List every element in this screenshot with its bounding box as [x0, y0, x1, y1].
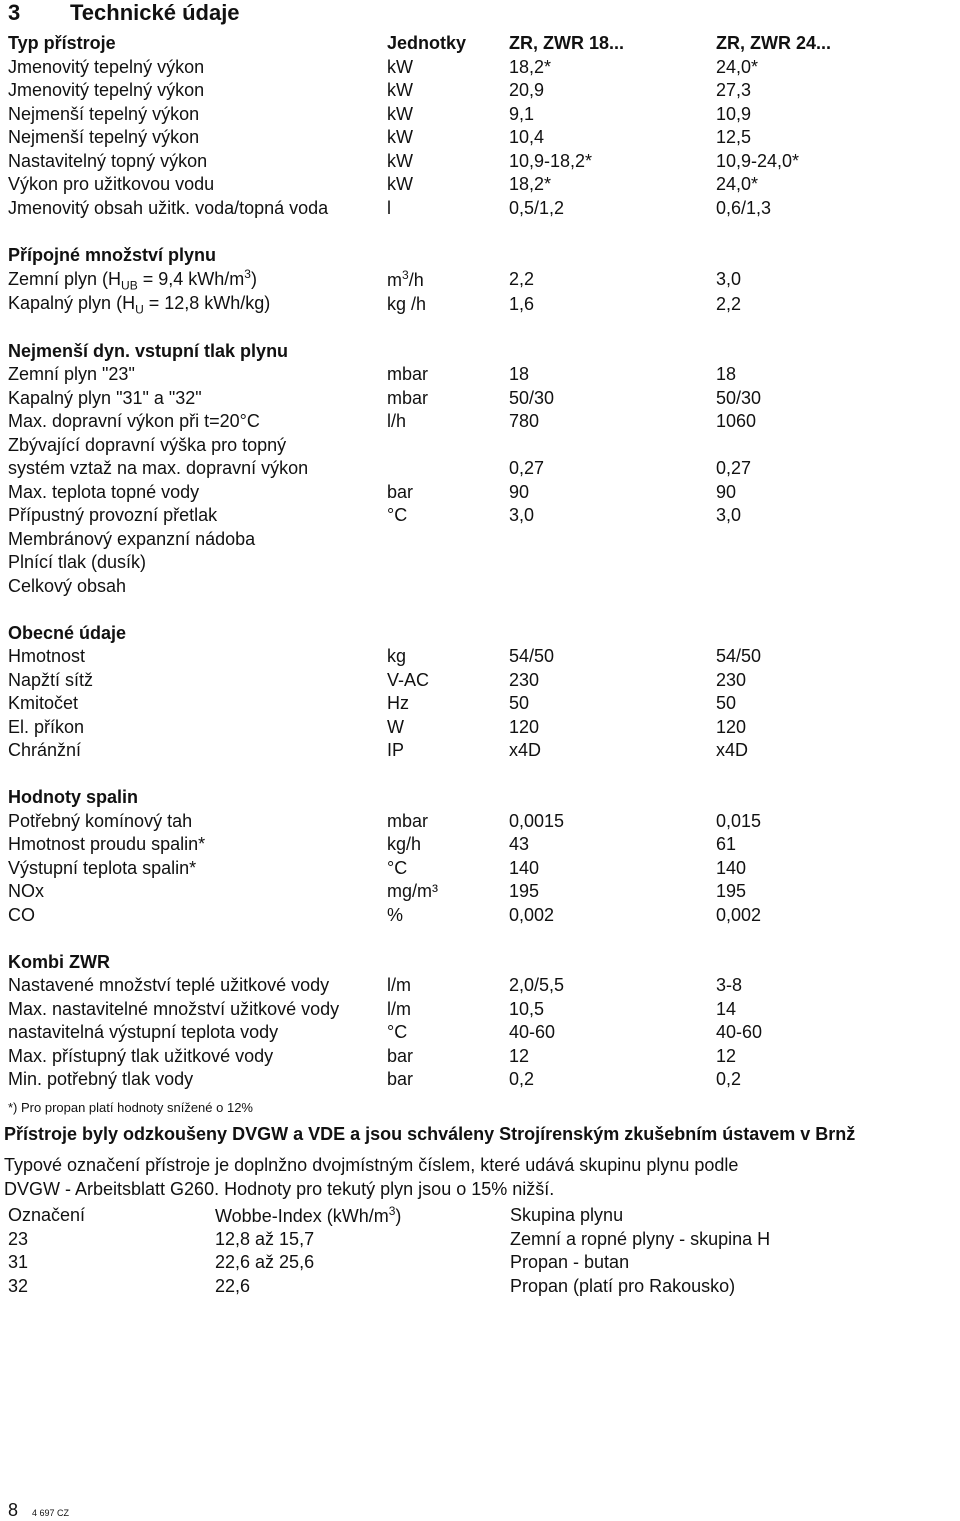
row-value-24: 140: [716, 857, 747, 878]
row-value-24: 24,0*: [716, 56, 759, 77]
flue-heading: [8, 786, 916, 810]
row-label: systém vztaž na max. dopravní výkon: [8, 458, 309, 479]
row-label: Potřebný komínový tah: [8, 810, 193, 831]
row-unit: kW: [387, 127, 413, 148]
row-label: Min. potřebný tlak vody: [8, 1069, 194, 1090]
row-value-24: [716, 575, 916, 599]
table-row: [8, 739, 916, 763]
row-unit: kW: [387, 150, 413, 171]
row-unit: °C: [387, 505, 408, 526]
row-label: Jmenovitý tepelný výkon: [8, 80, 205, 101]
row-value-18: 0,002: [509, 904, 555, 925]
row-value-24: x4D: [716, 740, 749, 761]
row-label: Hmotnost proudu spalin*: [8, 834, 206, 855]
row-label: Zemní plyn "23": [8, 364, 135, 385]
row-label: Max. dopravní výkon při t=20°C: [8, 411, 260, 432]
row-unit: l/h: [387, 411, 407, 432]
row-value-18: [509, 575, 716, 599]
table-row: [8, 998, 916, 1022]
table-row: [8, 645, 916, 669]
row-value-18: 50: [509, 693, 530, 714]
combi-heading-text: Kombi ZWR: [8, 951, 110, 972]
table-row: [8, 904, 916, 928]
section-flue: [8, 786, 916, 927]
table-row: [8, 79, 916, 103]
gas-group: Zemní a ropné plyny - skupina H: [510, 1228, 771, 1249]
row-value-18: 12: [509, 1045, 530, 1066]
gas-header-group: Skupina plynu: [510, 1205, 624, 1226]
row-label: Jmenovitý obsah užitk. voda/topná voda: [8, 197, 329, 218]
row-unit: %: [387, 904, 404, 925]
row-unit: bar: [387, 1045, 414, 1066]
row-unit: Hz: [387, 693, 409, 714]
gas-wobbe-index: 22,6 až 25,6: [215, 1252, 315, 1273]
row-unit: kW: [387, 174, 413, 195]
row-unit: IP: [387, 740, 405, 761]
row-value-18: 10,9-18,2*: [509, 150, 593, 171]
row-label: Celkový obsah: [8, 575, 127, 596]
table-row: [8, 410, 916, 434]
row-value-24: 0,6/1,3: [716, 197, 772, 218]
row-value-18: [509, 528, 716, 552]
row-label: Zbývající dopravní výška pro topný: [8, 434, 287, 455]
row-label: Nastavitelný topný výkon: [8, 150, 208, 171]
row-value-24: 24,0*: [716, 174, 759, 195]
row-value-18: 0,27: [509, 458, 545, 479]
row-label: Výstupní teplota spalin*: [8, 857, 197, 878]
row-value-18: 40-60: [509, 1022, 556, 1043]
row-label: Kmitočet: [8, 693, 79, 714]
table-row: [8, 363, 916, 387]
table-row: [8, 833, 916, 857]
gas-designation: 31: [8, 1252, 29, 1273]
row-label: Kapalný plyn "31" a "32": [8, 387, 202, 408]
row-value-18: 195: [509, 881, 540, 902]
gas-group-table: [8, 1204, 950, 1298]
row-label: El. příkon: [8, 716, 85, 737]
table-row: [8, 387, 916, 411]
gas-group: Propan - butan: [510, 1252, 630, 1273]
table-row: [8, 880, 916, 904]
row-value-18: 54/50: [509, 646, 555, 667]
row-label: Jmenovitý tepelný výkon: [8, 56, 205, 77]
row-value-18: 0,5/1,2: [509, 197, 565, 218]
gas-flow-heading: Přípojné množství plynu: [8, 244, 217, 265]
row-unit: [387, 528, 509, 552]
row-value-18: 140: [509, 857, 540, 878]
row-value-24: 0,015: [716, 810, 762, 831]
natural-gas-unit: $m^3/h$: [387, 268, 424, 291]
pressure-heading-text: Nejmenší dyn. vstupní tlak plynu: [8, 340, 289, 361]
row-value-24: 120: [716, 716, 747, 737]
table-row: [8, 103, 916, 127]
gas-wobbe-index: 22,6: [215, 1275, 251, 1296]
row-unit: mbar: [387, 387, 429, 408]
row-unit: °C: [387, 1022, 408, 1043]
table-row: [8, 974, 916, 998]
row-value-18: 20,9: [509, 80, 545, 101]
row-value-18: 50/30: [509, 387, 555, 408]
row-label: Nejmenší tepelný výkon: [8, 103, 200, 124]
spec-table: [8, 32, 916, 1092]
row-value-18: 43: [509, 834, 530, 855]
gas-table-header: [8, 1204, 950, 1228]
liquid-gas-v2: 2,2: [716, 293, 742, 314]
row-value-18: 18,2*: [509, 174, 552, 195]
flue-heading-text: Hodnoty spalin: [8, 787, 138, 808]
type-designation-note: [4, 1154, 904, 1201]
row-value-24: [716, 434, 916, 458]
row-unit: kW: [387, 103, 413, 124]
row-unit: kg/h: [387, 834, 422, 855]
row-value-24: 90: [716, 481, 737, 502]
footnote: *) Pro propan platí hodnoty snížené o 12%: [8, 1100, 253, 1115]
rows-output: [8, 56, 916, 221]
row-label: Chránžní: [8, 740, 82, 761]
table-row: [8, 173, 916, 197]
table-row: [8, 457, 916, 481]
row-unit: bar: [387, 481, 414, 502]
gas-header-wobbe: Wobbe-Index $(kWh/m^3)$: [215, 1204, 402, 1227]
spacer-row: [8, 763, 916, 787]
gas-table-row: [8, 1228, 950, 1252]
row-value-24: 3,0: [716, 505, 742, 526]
row-unit: °C: [387, 857, 408, 878]
row-unit: bar: [387, 1069, 414, 1090]
row-label: Nastavené množství teplé užitkové vody: [8, 975, 330, 996]
row-value-24: [716, 551, 916, 575]
general-heading-text: Obecné údaje: [8, 622, 127, 643]
spacer-row: [8, 927, 916, 951]
section-heading: Technické údaje: [70, 0, 240, 25]
gas-table-row: [8, 1275, 950, 1299]
row-unit: mbar: [387, 364, 429, 385]
general-heading: [8, 622, 916, 646]
row-unit: l/m: [387, 998, 411, 1019]
table-row: [8, 150, 916, 174]
table-row: [8, 56, 916, 80]
row-value-18: 0,2: [509, 1069, 535, 1090]
liquid-gas-unit: kg /h: [387, 293, 427, 314]
table-row: [8, 1021, 916, 1045]
row-value-24: 0,27: [716, 458, 752, 479]
table-row: [8, 716, 916, 740]
row-value-18: 3,0: [509, 505, 535, 526]
row-value-24: 195: [716, 881, 747, 902]
row-value-24: 10,9: [716, 103, 752, 124]
section-pressure: [8, 340, 916, 599]
row-value-24: 54/50: [716, 646, 762, 667]
liquid-gas-v1: 1,6: [509, 293, 535, 314]
table-row: [8, 575, 916, 599]
row-value-24: 50: [716, 693, 737, 714]
header-type: Typ přístroje: [8, 33, 116, 54]
approval-statement: Přístroje byly odzkoušeny DVGW a VDE a jsou schváleny Strojírenským zkušebním ústavem v Brnž: [4, 1124, 856, 1144]
spacer-row: [8, 316, 916, 340]
row-label: nastavitelná výstupní teplota vody: [8, 1022, 279, 1043]
row-unit: l/m: [387, 975, 411, 996]
row-value-24: 40-60: [716, 1022, 763, 1043]
row-value-24: 50/30: [716, 387, 762, 408]
page-number: 8: [8, 1500, 19, 1520]
row-value-18: x4D: [509, 740, 542, 761]
row-label: Napžtí sítž: [8, 669, 94, 690]
row-value-24: 18: [716, 364, 737, 385]
row-unit: V-AC: [387, 669, 430, 690]
table-row: [8, 434, 916, 458]
row-value-18: 90: [509, 481, 530, 502]
spec-header-row: [8, 32, 916, 56]
row-value-24: [716, 528, 916, 552]
row-label: Max. nastavitelné množství užitkové vody: [8, 998, 340, 1019]
gas-table-row: [8, 1251, 950, 1275]
table-row: [8, 810, 916, 834]
row-value-24: 230: [716, 669, 747, 690]
table-row: [8, 1045, 916, 1069]
row-unit: [387, 575, 509, 599]
table-row: [8, 126, 916, 150]
table-row: [8, 267, 916, 293]
table-row: [8, 669, 916, 693]
row-value-24: 0,002: [716, 904, 762, 925]
header-model-18: ZR, ZWR 18...: [509, 33, 625, 54]
gas-header-designation: Označení: [8, 1205, 86, 1226]
spacer-row: [8, 220, 916, 244]
row-value-24: 1060: [716, 411, 757, 432]
document-code: 4 697 CZ: [32, 1508, 70, 1518]
gas-designation: 23: [8, 1228, 29, 1249]
table-row: [8, 504, 916, 528]
row-value-24: 10,9-24,0*: [716, 150, 800, 171]
table-row: [8, 551, 916, 575]
table-row: [8, 528, 916, 552]
row-label: Plnící tlak (dusík): [8, 552, 147, 573]
note-line-1: Typové označení přístroje je doplnžno dvojmístným číslem, které udává skupinu plynu podle: [4, 1155, 739, 1175]
row-label: Přípustný provozní přetlak: [8, 505, 218, 526]
row-unit: kg: [387, 646, 407, 667]
row-value-18: 2,0/5,5: [509, 975, 565, 996]
row-value-18: 18,2*: [509, 56, 552, 77]
row-unit: W: [387, 716, 404, 737]
table-row: [8, 197, 916, 221]
natural-gas-v1: 2,2: [509, 269, 535, 290]
table-row: [8, 1068, 916, 1092]
row-unit: [387, 457, 509, 481]
liquid-gas-label: Kapalný plyn ($H_U = 12,8$ kWh/kg): [8, 292, 271, 317]
row-unit: mg/m³: [387, 881, 438, 902]
row-label: CO: [8, 904, 35, 925]
row-label: Membránový expanzní nádoba: [8, 528, 256, 549]
row-value-18: 18: [509, 364, 530, 385]
row-value-18: 780: [509, 411, 540, 432]
row-value-18: 0,0015: [509, 810, 565, 831]
row-value-24: 12,5: [716, 127, 752, 148]
row-unit: [387, 434, 509, 458]
section-number: 3: [8, 0, 21, 25]
gas-wobbe-index: 12,8 až 15,7: [215, 1228, 315, 1249]
row-value-18: 10,5: [509, 998, 545, 1019]
row-label: Max. teplota topné vody: [8, 481, 200, 502]
section-general: [8, 622, 916, 763]
gas-group: Propan (platí pro Rakousko): [510, 1275, 736, 1296]
header-units: Jednotky: [387, 33, 467, 54]
row-label: NOx: [8, 881, 44, 902]
table-row: [8, 692, 916, 716]
natural-gas-label: Zemní plyn ($H_{UB} = 9,4$ kWh/$m^3$): [8, 267, 257, 293]
row-value-24: 3-8: [716, 975, 743, 996]
section-title: [8, 0, 240, 26]
row-value-18: 230: [509, 669, 540, 690]
row-value-18: [509, 434, 716, 458]
row-value-18: 10,4: [509, 127, 545, 148]
row-value-24: 0,2: [716, 1069, 742, 1090]
row-value-24: 27,3: [716, 80, 752, 101]
row-label: Hmotnost: [8, 646, 86, 667]
row-unit: l: [387, 197, 391, 218]
spacer-row: [8, 598, 916, 622]
header-model-24: ZR, ZWR 24...: [716, 33, 832, 54]
row-label: Max. přístupný tlak užitkové vody: [8, 1045, 274, 1066]
row-label: Nejmenší tepelný výkon: [8, 127, 200, 148]
note-line-2: DVGW - Arbeitsblatt G260. Hodnoty pro tekutý plyn jsou o 15% nižší.: [4, 1178, 555, 1199]
row-label: Výkon pro užitkovou vodu: [8, 174, 215, 195]
gas-designation: 32: [8, 1275, 29, 1296]
row-value-18: 9,1: [509, 103, 535, 124]
table-row: [8, 857, 916, 881]
section-combi: [8, 951, 916, 1092]
pressure-heading: [8, 340, 916, 364]
section-gas-flow-row: [8, 244, 916, 268]
row-value-18: [509, 551, 716, 575]
row-unit: mbar: [387, 810, 429, 831]
row-value-24: 61: [716, 834, 737, 855]
table-row: [8, 293, 916, 317]
combi-heading: [8, 951, 916, 975]
natural-gas-v2: 3,0: [716, 269, 742, 290]
row-value-24: 14: [716, 998, 737, 1019]
table-row: [8, 481, 916, 505]
row-value-18: 120: [509, 716, 540, 737]
row-value-24: 12: [716, 1045, 737, 1066]
row-unit: [387, 551, 509, 575]
row-unit: kW: [387, 56, 413, 77]
gas-table-body: [8, 1228, 950, 1299]
row-unit: kW: [387, 80, 413, 101]
